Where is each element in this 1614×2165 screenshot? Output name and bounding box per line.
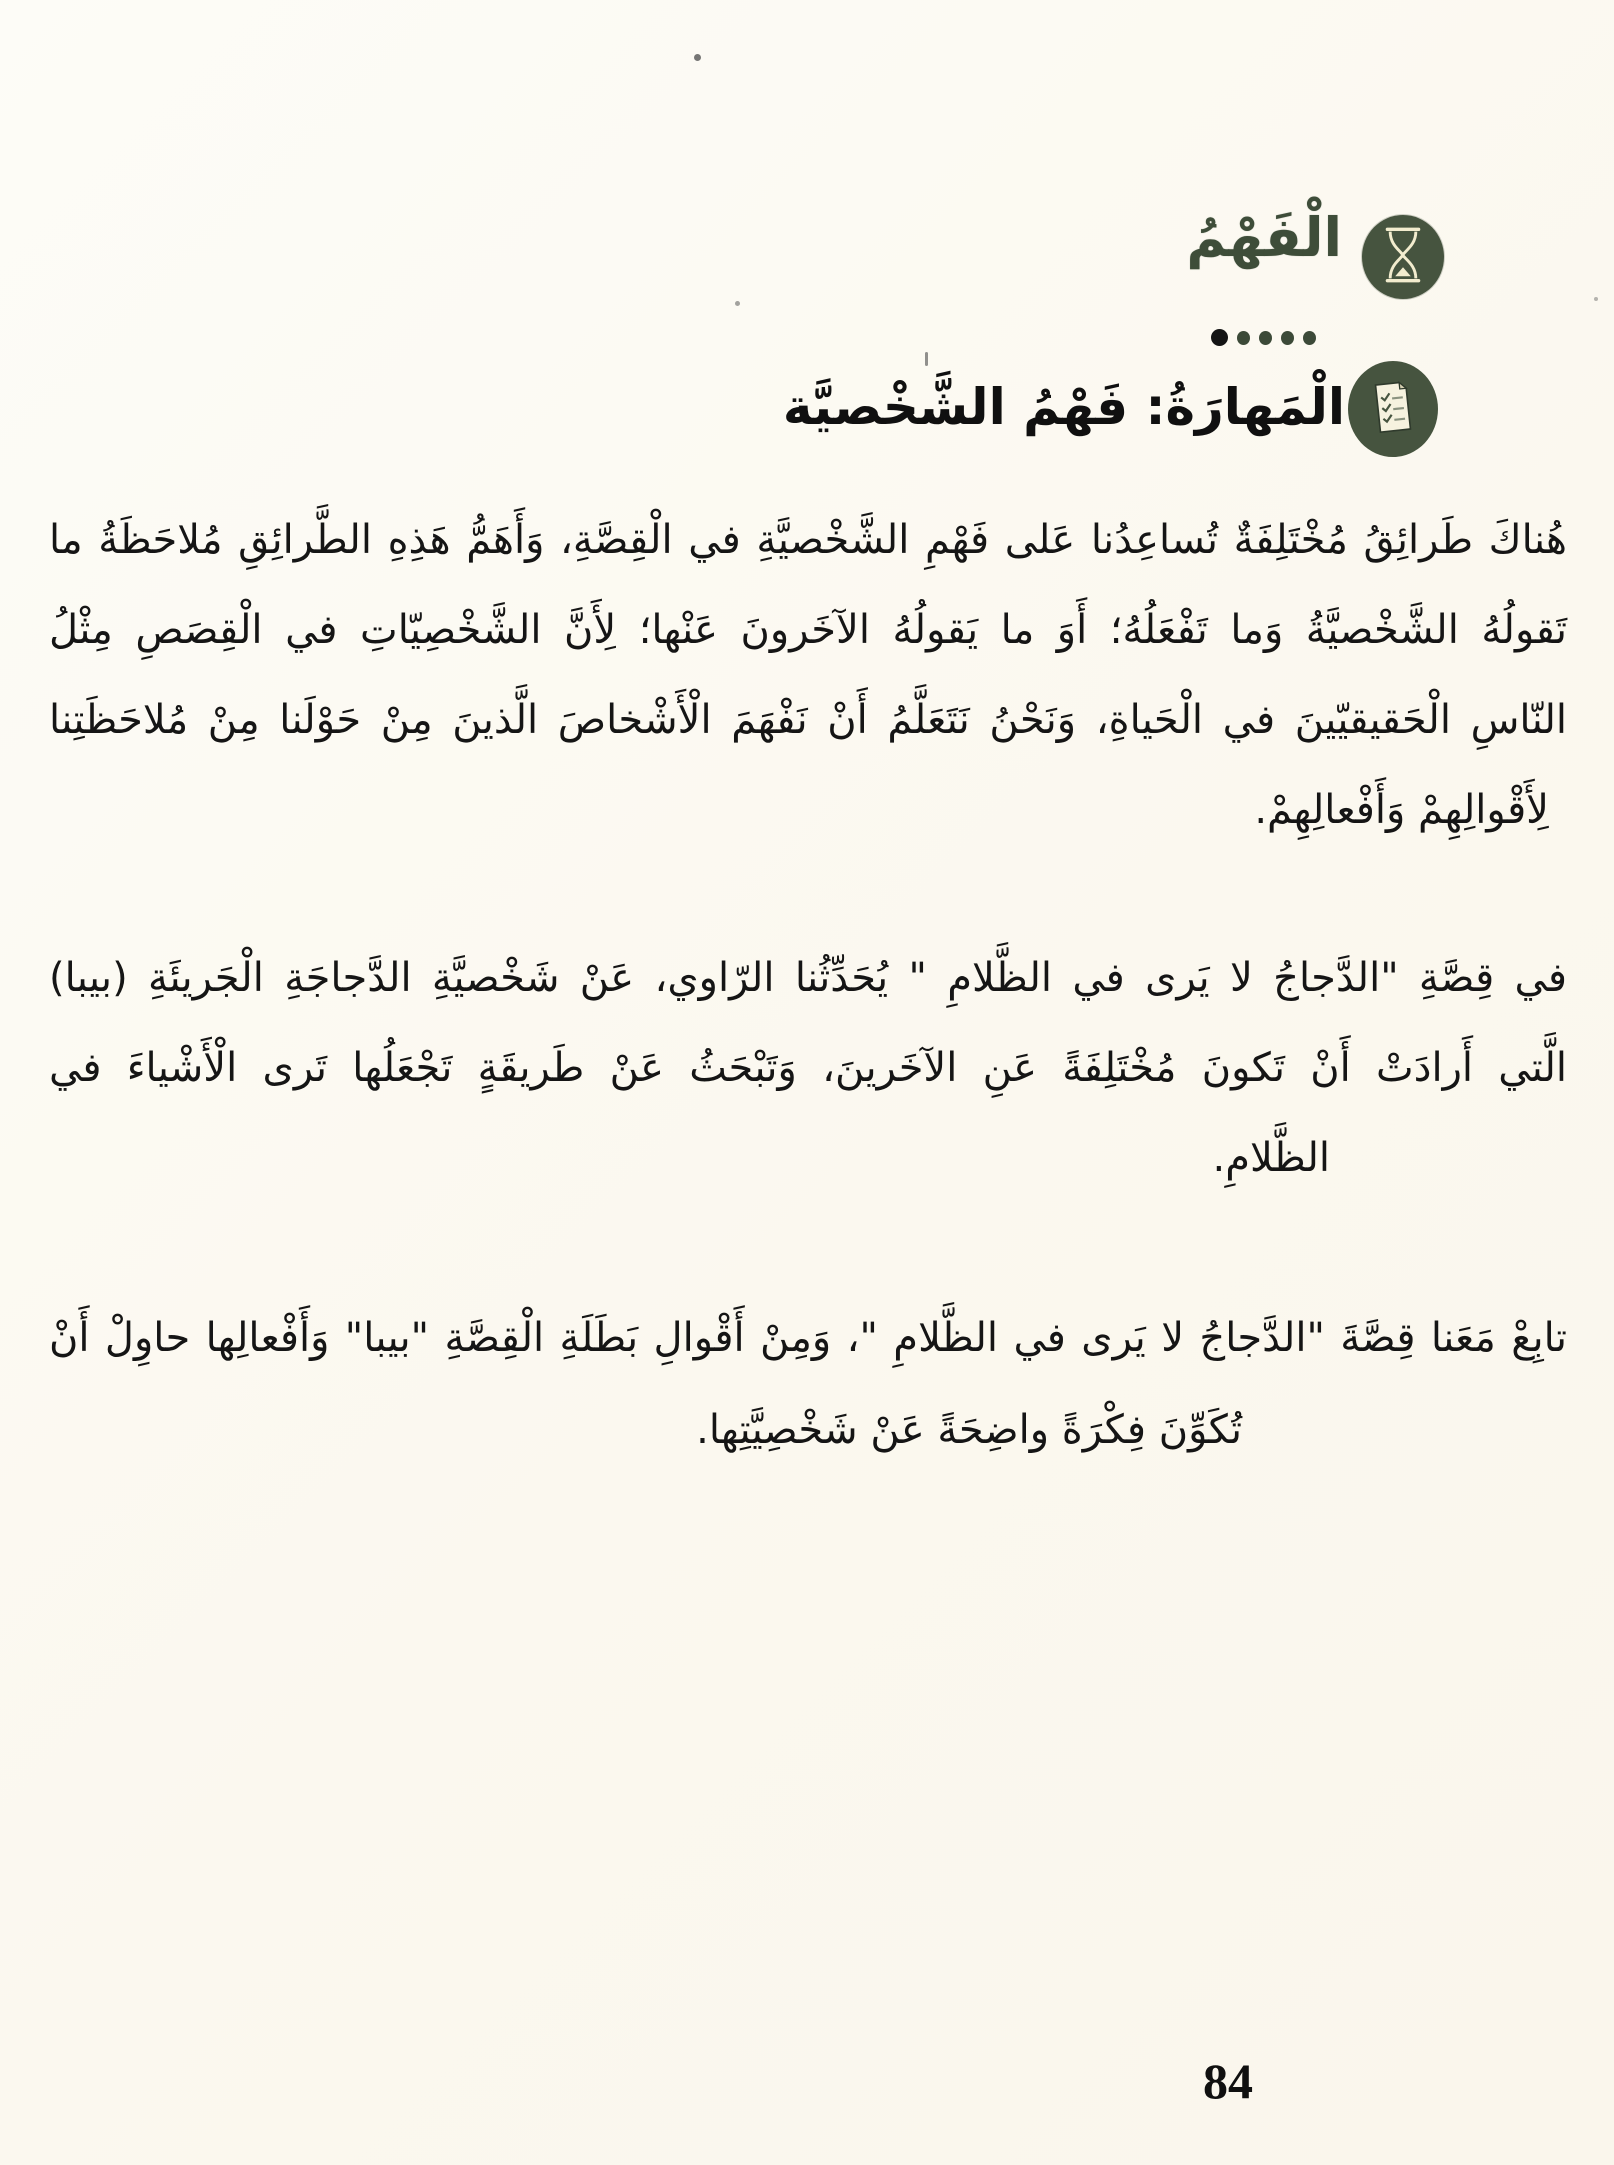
paragraph-task — [49, 1292, 1567, 1476]
dot — [1259, 331, 1272, 345]
section-dots — [1211, 329, 1316, 346]
paragraph-line: هُناكَ طَرائِقُ مُخْتَلِفَةٌ تُساعِدُنا عَلى فَهْمِ الشَّخْصيَّةِ في الْقِصَّةِ، وَأَهَمُّ هَذِهِ الطَّرائِقِ مُلاحَظَةُ ما — [49, 517, 1567, 563]
paragraph-line: لِأَقْوالِهِمْ وَأَفْعالِهِمْ. — [1254, 787, 1549, 833]
paragraph-line: الَّتي أَرادَتْ أَنْ تَكونَ مُخْتَلِفَةً عَنِ الآخَرينَ، وَتَبْحَثُ عَنْ طَريقَةٍ تَجْعَلُها تَرى الْأَشْياءَ في — [49, 1045, 1567, 1091]
paragraph-line: في قِصَّةِ "الدَّجاجُ لا يَرى في الظَّلامِ " يُحَدِّثُنا الرّاوي، عَنْ شَخْصيَّةِ الدَّجاجَةِ الْجَريئَةِ (بيبا) — [49, 955, 1567, 1001]
skill-badge — [1348, 361, 1438, 457]
paragraph-line: تَقولُهُ الشَّخْصيَّةُ وَما تَفْعَلُهُ؛ أَوَ ما يَقولُهُ الآخَرونَ عَنْها؛ لِأَنَّ الشَّخْصِيّاتِ في الْقِصَصِ مِثْلُ — [49, 607, 1567, 653]
hourglass-icon — [1380, 226, 1426, 288]
scan-speck — [925, 352, 928, 366]
scan-speck — [694, 54, 701, 61]
skill-heading: الْمَهارَةُ: فَهْمُ الشَّخْصيَّة — [782, 378, 1345, 436]
paragraph-line: الظَّلامِ. — [1212, 1135, 1330, 1181]
dot — [1237, 331, 1250, 345]
comprehension-label: الْفَهْمُ — [1186, 206, 1342, 269]
dot — [1211, 329, 1228, 346]
checklist-icon — [1369, 379, 1417, 439]
scan-speck — [735, 301, 740, 306]
paragraph-line: تُكَوِّنَ فِكْرَةً واضِحَةً عَنْ شَخْصِيَّتِها. — [696, 1407, 1242, 1453]
dot — [1281, 331, 1294, 345]
paragraph-line: تابِعْ مَعَنا قِصَّةَ "الدَّجاجُ لا يَرى في الظَّلامِ "، وَمِنْ أَقْوالِ بَطَلَةِ الْقِصَّةِ "بيبا" وَأَفْعالِها حاوِلْ أَنْ — [49, 1315, 1567, 1361]
page-number: 84 — [1203, 2053, 1253, 2109]
paragraph-methods — [49, 495, 1567, 855]
scan-speck — [1594, 297, 1598, 301]
paragraph-line: النّاسِ الْحَقيقيّينَ في الْحَياةِ، وَنَحْنُ نَتَعَلَّمُ أَنْ نَفْهَمَ الْأَشْخاصَ الَّذينَ مِنْ حَوْلَنا مِنْ مُلاحَظَتِنا — [49, 697, 1567, 743]
comprehension-badge — [1362, 215, 1444, 299]
paragraph-story — [49, 933, 1567, 1203]
dot — [1303, 331, 1316, 345]
